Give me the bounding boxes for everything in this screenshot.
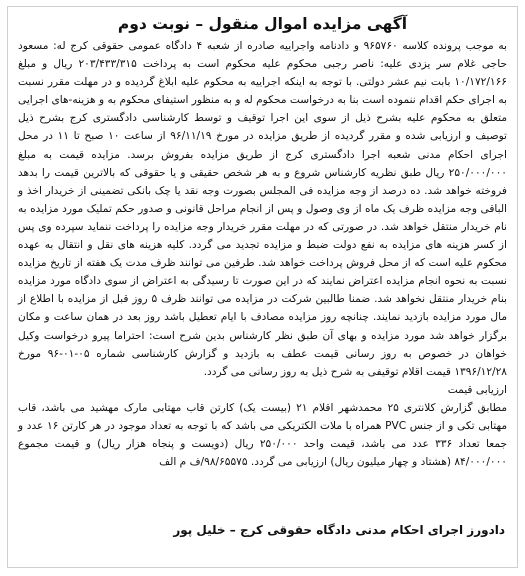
notice-body (18, 37, 507, 471)
auction-notice (7, 6, 518, 568)
notice-title: آگهی مزایده اموال منقول – نوبت دوم (117, 15, 408, 33)
notice-paragraph-valuation: مطابق گزارش کلانتری ۲۵ محمدشهر اقلام ۲۱ (بیست یک) کارتن قاب مهتابی مارک مهشید می باشد، قاب مهتابی تکی و از جنس PVC همراه با ملات الکتریکی می باشد که با توجه به تعداد موجود در هر کارتن ۱۶ عدد و جمعا تعداد ۳۳۶ عدد می باشد، قیمت واحد ۲۵۰/۰۰۰ ریال (دویست و پنجاه هزار ریال) و قیمت مجموع ۸۴/۰۰۰/۰۰۰ (هشتاد و چهار میلیون ریال) ارزیابی می گردد. ۹۸/۶۵۵۷۵/ف م الف (18, 401, 508, 469)
notice-paragraph-main: به موجب پرونده کلاسه ۹۶۵۷۶۰ و دادنامه واجراییه صادره از شعبه ۴ دادگاه عمومی حقوقی کرج له: مسعود حاجی غلام سر یزدی علیه: ناصر رجبی محکوم علیه محکوم است به پرداخت ۲۰۳/۴۳۳/۳۱۵ ریال و مبلغ ۱۰/۱۷۲/۱۶۶ بابت نیم عشر دولتی. با توجه به اینکه اجراییه به محکوم علیه ابلاغ گردیده و در مهلت مقرر نسبت به اجرای حکم اقدام ننموده است بنا به درخواست محکوم له و به منظور استیفای محکوم به و هزینه-های اجرایی متعلق به محکوم علیه بشرح ذیل از سوی این اجرا توقیف و توسط کارشناسی دادگستری کرج بشرح ذیل توصیف و ارزیابی شده و مقرر گردیده از طریق مزایده در مورخ ۹۶/۱۱/۱۹ از ساعت ۱۰ صبح تا ۱۱ در محل اجرای احکام مدنی شعبه اجرا دادگستری کرج از طریق مزایده بفروش برسد. مزایده قیمت به مبلغ ۲۵۰/۰۰۰/۰۰۰ ریال طبق نظریه کارشناس شروع و به هر شخص حقیقی و یا حقوقی که بالاترین قیمت را بدهد فروخته خواهد شد. ده درصد از وجه مزایده فی المجلس بصورت وجه نقد یا چک بانکی تضمینی از خریدار اخذ و الباقی وجه مزایده ظرف یک ماه از وی وصول و پس از انجام مراحل قانونی و صدور حکم تملیک مورد مزایده به نام خریدار منتقل خواهد شد. در صورتی که در مهلت مقرر خریدار وجه مزایده را پرداخت ننماید سپرده وی پس از کسر هزینه های مزایده به نفع دولت ضبط و مزایده تجدید می گردد. کلیه هزینه های نقل و انتقال به عهده محکوم علیه است که از محل فروش پرداخت خواهد شد. طرفین می توانند ظرف مدت یک هفته از تاریخ مزایده نسبت به نحوه انجام مزایده اعتراض نمایند که در این صورت تا رسیدگی به اعتراض از سوی دادگاه مورد مزایده بنام خریدار منتقل نخواهد شد. ضمنا طالبین شرکت در مزایده می توانند ظرف ۵ روز قبل از مزایده با اطلاع از مال مورد مزایده بازدید نمایند. چنانچه روز مزایده مصادف با ایام تعطیل باشد روز بعد در همان ساعت و مکان برگزار خواهد شد مورد مزایده و بهای آن طبق نظر کارشناس بدین شرح است: احتراما پیرو درخواست وکیل خواهان در خصوص به روز رسانی قیمت عطف به بازدید و گزارش کارشناسی شماره ۰۵-۰۱-۹۶ مورخ ۱۳۹۶/۱۲/۲۸ قیمت اقلام توقیفی به شرح ذیل به روز رسانی می گردد. (18, 40, 508, 378)
notice-signature: دادورز اجرای احکام مدنی دادگاه حقوقی کرج – خلیل پور (173, 523, 505, 537)
notice-paragraph-valuation-heading: ارزیابی قیمت (447, 383, 507, 396)
